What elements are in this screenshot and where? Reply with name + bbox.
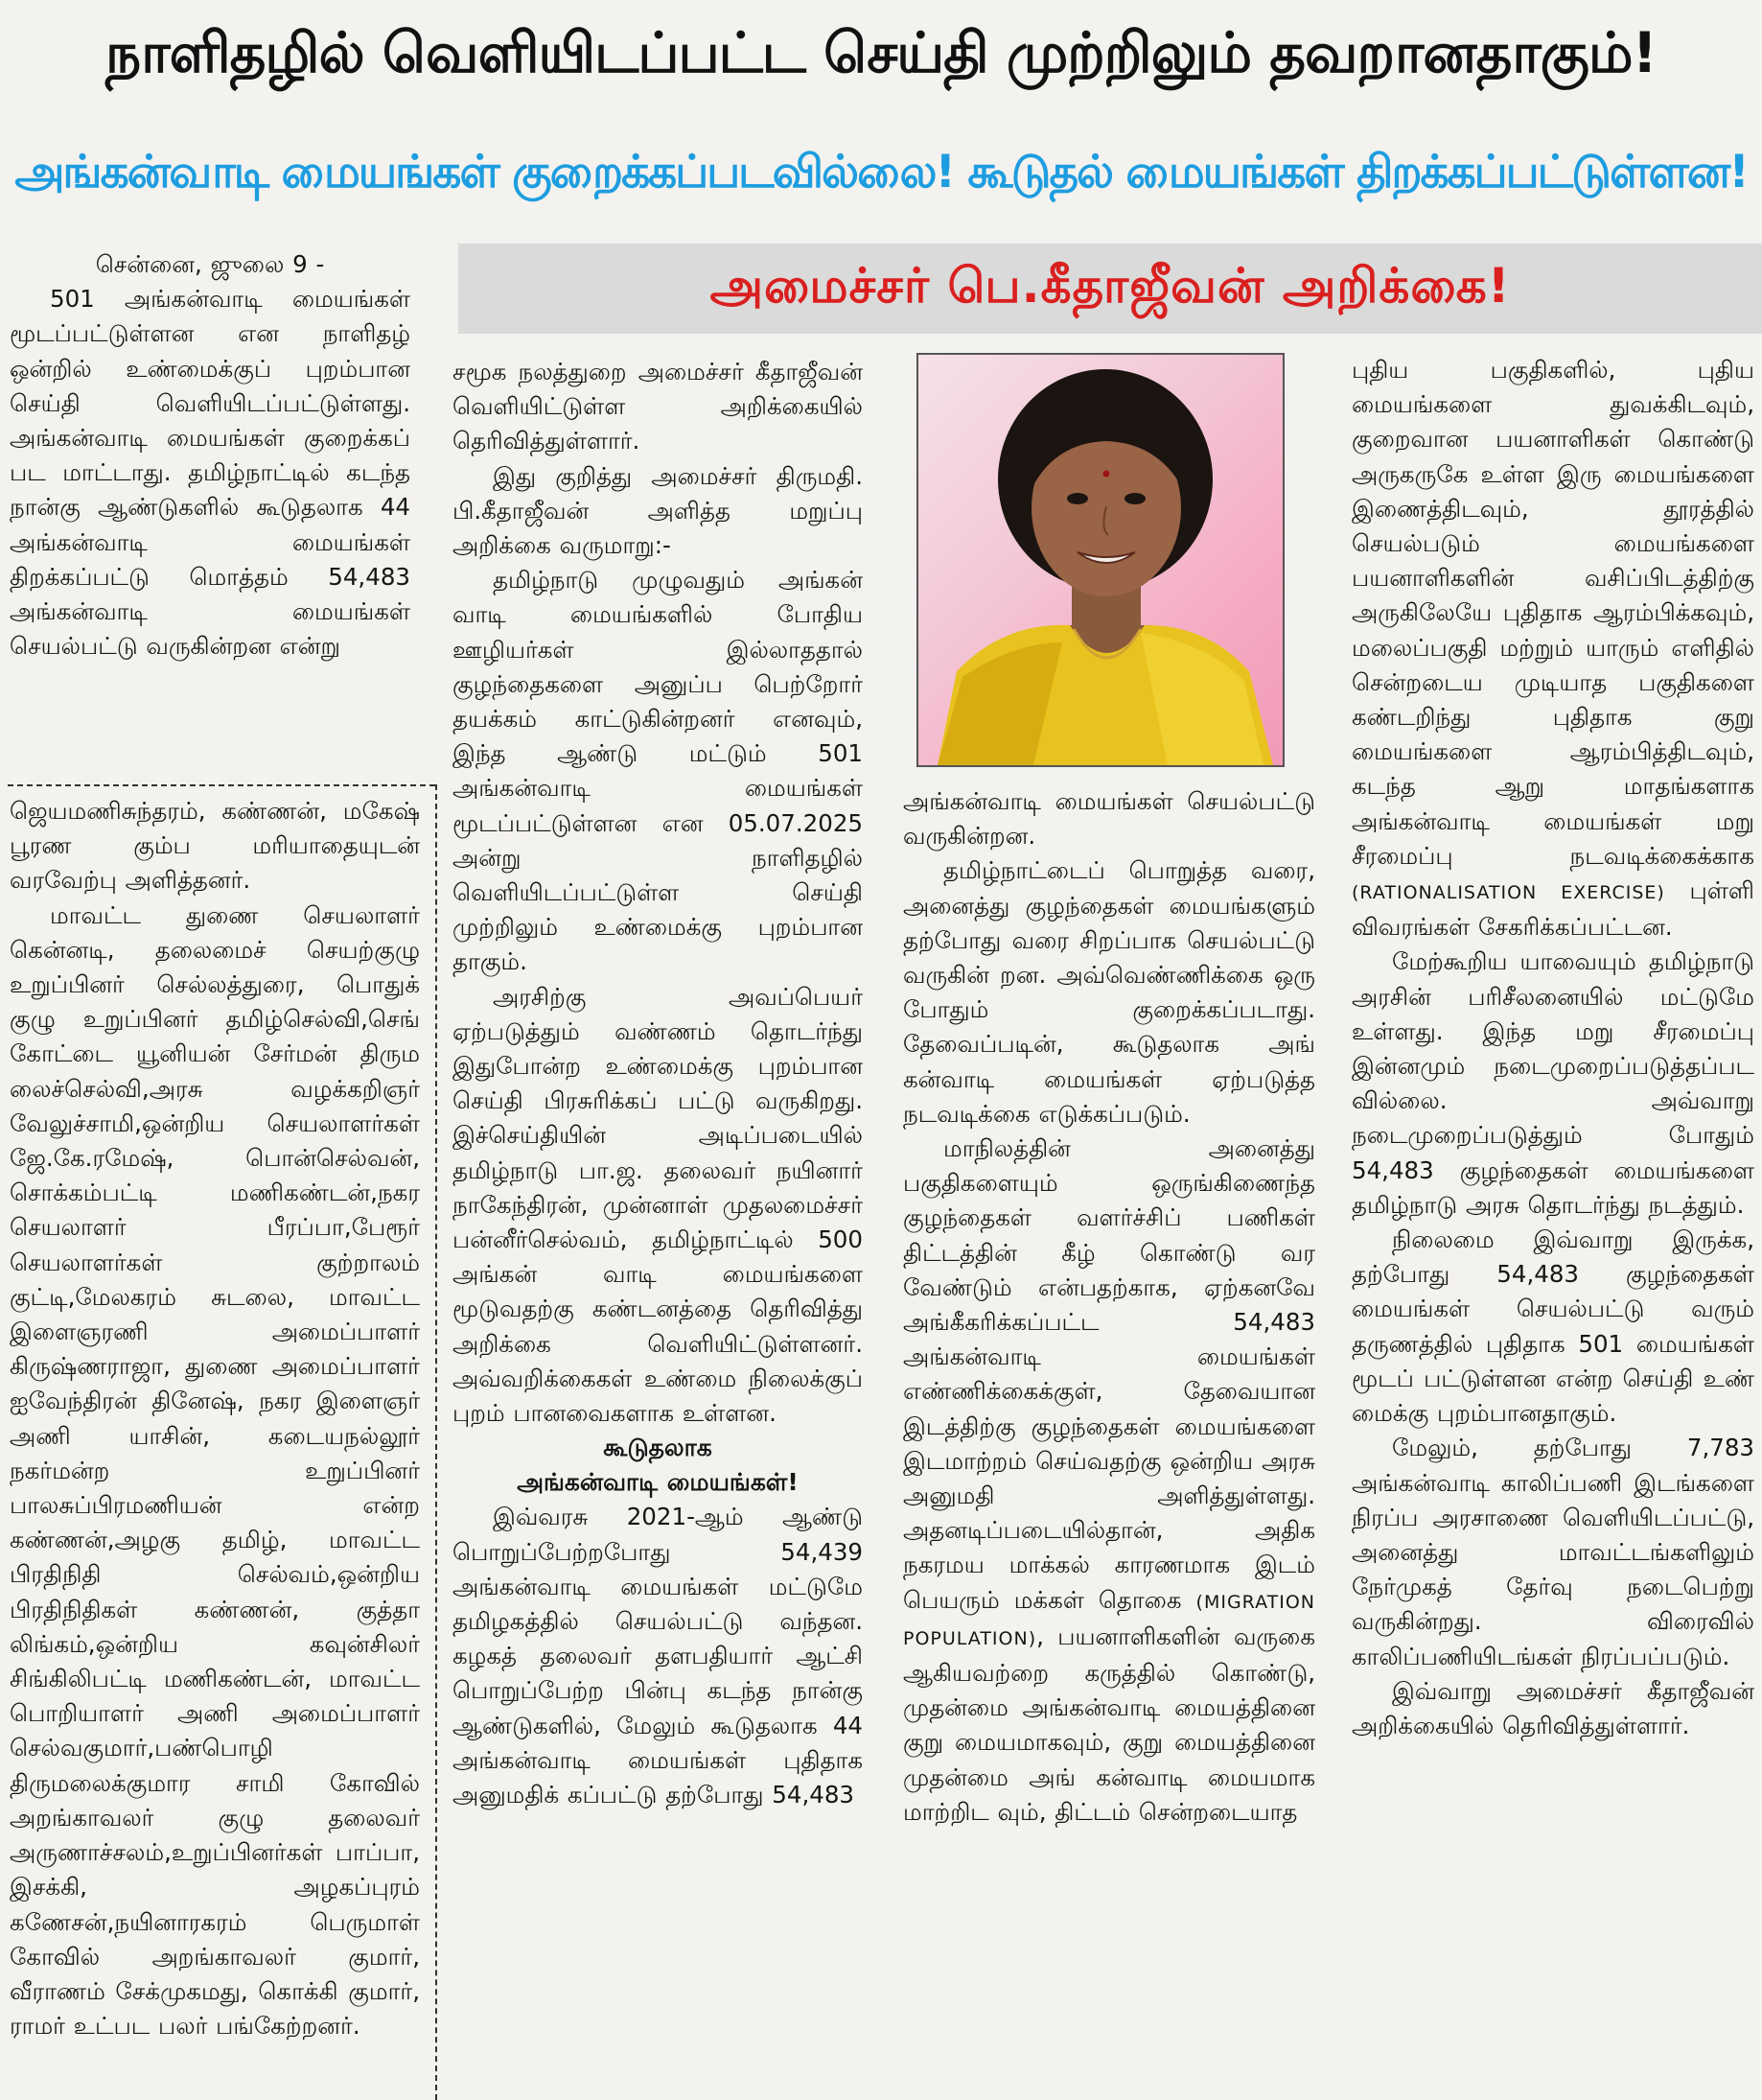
paragraph: நிலைமை இவ்வாறு இருக்க, தற்போது 54,483 குழந்தைகள் மையங்கள் செயல்பட்டு வரும் தருணத்தில் புதிதாக 501 மையங்கள் மூடப் பட்டுள்ளன என்ற செய்தி உண் மைக்கு புறம்பானதாகும். <box>1352 1225 1754 1428</box>
paragraph: அங்கன்வாடி மையங்கள் செயல்பட்டு வருகின்றன. <box>903 787 1315 851</box>
section-heading <box>452 1431 863 1500</box>
column-divider-horizontal <box>8 784 435 786</box>
dateline: சென்னை, ஜுலை 9 - <box>95 250 325 278</box>
paragraph: சமூக நலத்துறை அமைச்சர் கீதாஜீவன் வெளியிட்டுள்ள அறிக்கையில் தெரிவித்துள்ளார். <box>452 358 863 455</box>
paragraph-part: புதிய பகுதிகளில், புதிய மையங்களை துவக்கிடவும், குறைவான பயனாளிகள் கொண்டு அருகருகே உள்ள இரு மையங்களை இணைத்திடவும், தூரத்தில் செயல்படும் மையங்களை பயனாளிகளின் வசிப்பிடத்திற்கு அருகிலேயே புதிதாக ஆரம்பிக்கவும், மலைப்பகுதி மற்றும் யாரும் எளிதில் சென்றடைய முடியாத பகுதிகளை கண்டறிந்து புதிதாக குறு மையங்களை ஆரம்பித்திடவும், கடந்த ஆறு மாதங்களாக அங்கன்வாடி மையங்கள் மறு சீரமைப்பு நடவடிக்கைக்காக <box>1352 356 1754 870</box>
minister-photo <box>916 353 1285 767</box>
paragraph: அரசிற்கு அவப்பெயர் ஏற்படுத்தும் வண்ணம் தொடர்ந்து இதுபோன்ற உண்மைக்கு புறம்பான செய்தி பிரசுரிக்கப் பட்டு வருகிறது. இச்செய்தியின் அடிப்படையில் தமிழ்நாடு பா.ஜ. தலைவர் நயினார் நாகேந்திரன், முன்னாள் முதலமைச்சர் பன்னீர்செல்வம், தமிழ்நாட்டில் 500 அங்கன் வாடி மையங்களை மூடுவதற்கு கண்டனத்தை தெரிவித்து அறிக்கை வெளியிட்டுள்ளனர். அவ்வறிக்கைகள் உண்மை நிலைக்குப் புறம் பானவைகளாக உள்ளன. <box>452 982 863 1428</box>
portrait-illustration <box>918 355 1283 765</box>
paragraph: இவ்வாறு அமைச்சர் கீதாஜீவன் அறிக்கையில் தெரிவித்துள்ளார். <box>1352 1676 1754 1739</box>
column-4 <box>1352 353 1754 1743</box>
paragraph: தமிழ்நாட்டைப் பொறுத்த வரை, அனைத்து குழந்தைகள் மையங்களும் தற்போது வரை சிறப்பாக செயல்பட்டு வருகின் றன. அவ்வெண்ணிக்கை ஒரு போதும் குறைக்கப்படாது. தேவைப்படின், கூடுதலாக அங் கன்வாடி மையங்கள் ஏற்படுத்த நடவடிக்கை எடுக்கப்படும். <box>903 856 1315 1128</box>
paragraph: இது குறித்து அமைச்சர் திருமதி. பி.கீதாஜீவன் அளித்த மறுப்பு அறிக்கை வருமாறு:- <box>452 461 863 560</box>
paragraph-part: புள்ளி விவரங்கள் சேகரிக்கப்பட்டன. <box>1352 876 1754 942</box>
subheadline: அமைச்சர் பெ.கீதாஜீவன் அறிக்கை! <box>709 257 1511 314</box>
paragraph: இவ்வரசு 2021-ஆம் ஆண்டு பொறுப்பேற்றபோது 54,439 அங்கன்வாடி மையங்கள் மட்டுமே தமிழகத்தில் செயல்பட்டு வந்தன. கழகத் தலைவர் தளபதியார் ஆட்சி பொறுப்பேற்ற பின்பு கடந்த நான்கு ஆண்டுகளில், மேலும் கூடுதலாக 44 அங்கன்வாடி மையங்கள் புதிதாக அனுமதிக் கப்பட்டு தற்போது 54,483 <box>452 1503 863 1808</box>
lead-paragraph: 501 அங்கன்வாடி மையங்கள் மூடப்பட்டுள்ளன என நாளிதழ் ஒன்றில் உண்மைக்குப் புறம்பான செய்தி வெளியிடப்பட்டுள்ளது. அங்கன்வாடி மையங்கள் குறைக்கப் பட மாட்டாது. தமிழ்நாட்டில் கடந்த நான்கு ஆண்டுகளில் கூடுதலாக 44 அங்கன்வாடி மையங்கள் திறக்கப்பட்டு மொத்தம் 54,483 அங்கன்வாடி மையங்கள் செயல்பட்டு வருகின்றன என்று <box>10 285 410 661</box>
english-term: (RATIONALISATION EXERCISE) <box>1352 882 1665 904</box>
paragraph <box>903 1132 1315 1830</box>
paragraph-part: மாநிலத்தின் அனைத்து பகுதிகளையும் ஒருங்கிணைந்த குழந்தைகள் வளர்ச்சிப் பணிகள் திட்டத்தின் கீழ் கொண்டு வர வேண்டும் என்பதற்காக, ஏற்கனவே அங்கீகரிக்கப்பட்ட 54,483 அங்கன்வாடி மையங்கள் எண்ணிக்கைக்குள், தேவையான இடத்திற்கு குழந்தைகள் மையங்களை இடமாற்றம் செய்வதற்கு ஒன்றிய அரசு அனுமதி அளித்துள்ளது. அதனடிப்படையில்தான், அதிக நகரமய மாக்கல் காரணமாக இடம் பெயரும் மக்கள் தொகை <box>903 1134 1315 1614</box>
paragraph: மேலும், தற்போது 7,783 அங்கன்வாடி காலிப்பணி இடங்களை நிரப்ப அரசாணை வெளியிடப்பட்டு, அனைத்து மாவட்டங்களிலும் நேர்முகத் தேர்வு நடைபெற்று வருகின்றது. விரைவில் காலிப்பணியிடங்கள் நிரப்பப்படும். <box>1352 1434 1754 1670</box>
subheadline-band <box>458 244 1762 334</box>
paragraph-part: , பயனாளிகளின் வருகை ஆகியவற்றை கருத்தில் கொண்டு, முதன்மை அங்கன்வாடி மையத்தினை குறு மையமாகவும், குறு மையத்தினை முதன்மை அங் கன்வாடி மையமாக மாற்றிட வும், திட்டம் சென்றடையாத <box>903 1622 1315 1826</box>
paragraph <box>1352 353 1754 945</box>
column-3 <box>903 784 1315 1830</box>
headline-secondary: அங்கன்வாடி மையங்கள் குறைக்கப்படவில்லை! கூடுதல் மையங்கள் திறக்கப்பட்டுள்ளன! <box>14 145 1748 198</box>
column-divider-vertical <box>435 784 437 2100</box>
headline-main: நாளிதழில் வெளியிடப்பட்ட செய்தி முற்றிலும் தவறானதாகும்! <box>105 20 1657 85</box>
column-1-top <box>10 247 410 664</box>
section-heading-line2: அங்கன்வாடி மையங்கள்! <box>517 1468 799 1497</box>
column-1-bottom <box>10 794 420 2043</box>
paragraph: மாவட்ட துணை செயலாளர் கென்னடி, தலைமைச் செயற்குழு உறுப்பினர் செல்லத்துரை, பொதுக் குழு உறுப்பினர் தமிழ்செல்வி,செங் கோட்டை யூனியன் சேர்மன் திரும லைச்செல்வி,அரசு வழக்கறிஞர் வேலுச்சாமி,ஒன்றிய செயலாளர்கள் ஜே.கே.ரமேஷ், பொன்செல்வன், சொக்கம்பட்டி மணிகண்டன்,நகர செயலாளர் பீரப்பா,பேரூர் செயலாளர்கள் குற்றாலம் குட்டி,மேலகரம் சுடலை, மாவட்ட இளைஞரணி அமைப்பாளர் கிருஷ்ணராஜா, துணை அமைப்பாளர் ஐவேந்திரன் தினேஷ், நகர இளைஞர் அணி யாசின், கடையநல்லூர் நகர்மன்ற உறுப்பினர் பாலசுப்பிரமணியன் என்ற கண்ணன்,அழகு தமிழ், மாவட்ட பிரதிநிதி செல்வம்,ஒன்றிய பிரதிநிதிகள் கண்ணன், குத்தா லிங்கம்,ஒன்றிய கவுன்சிலர் சிங்கிலிபட்டி மணிகண்டன், மாவட்ட பொறியாளர் அணி அமைப்பாளர் செல்வகுமார்,பண்பொழி திருமலைக்குமார சாமி கோவில் அறங்காவலர் குழு தலைவர் அருணாச்சலம்,உறுப்பினர்கள் பாப்பா, இசக்கி, அழகப்புரம் கணேசன்,நயினாரகரம் பெருமாள் கோவில் அறங்காவலர் குமார், வீராணம் சேக்முகமது, கொக்கி குமார், ராமர் உட்பட பலர் பங்கேற்றனர். <box>10 900 420 2041</box>
english-term: (MIGRATION POPULATION) <box>903 1591 1315 1649</box>
paragraph: தமிழ்நாடு முழுவதும் அங்கன் வாடி மையங்களில் போதிய ஊழியர்கள் இல்லாததால் குழந்தைகளை அனுப்ப பெற்றோர் தயக்கம் காட்டுகின்றனர் எனவும், இந்த ஆண்டு மட்டும் 501 அங்கன்வாடி மையங்கள் மூடப்பட்டுள்ளன என 05.07.2025 அன்று நாளிதழில் வெளியிடப்பட்டுள்ள செய்தி முற்றிலும் உண்மைக்கு புறம்பான தாகும். <box>452 566 863 976</box>
section-heading-line1: கூடுதலாக <box>603 1434 712 1462</box>
paragraph: மேற்கூறிய யாவையும் தமிழ்நாடு அரசின் பரிசீலனையில் மட்டுமே உள்ளது. இந்த மறு சீரமைப்பு இன்னமும் நடைமுறைப்படுத்தப்பட வில்லை. அவ்வாறு நடைமுறைப்படுத்தும் போதும் 54,483 குழந்தைகள் மையங்களை தமிழ்நாடு அரசு தொடர்ந்து நடத்தும். <box>1352 947 1754 1219</box>
column-2 <box>452 355 863 1812</box>
paragraph: ஜெயமணிசுந்தரம், கண்ணன், மகேஷ் பூரண கும்ப மரியாதையுடன் வரவேற்பு அளித்தனர். <box>10 797 420 895</box>
